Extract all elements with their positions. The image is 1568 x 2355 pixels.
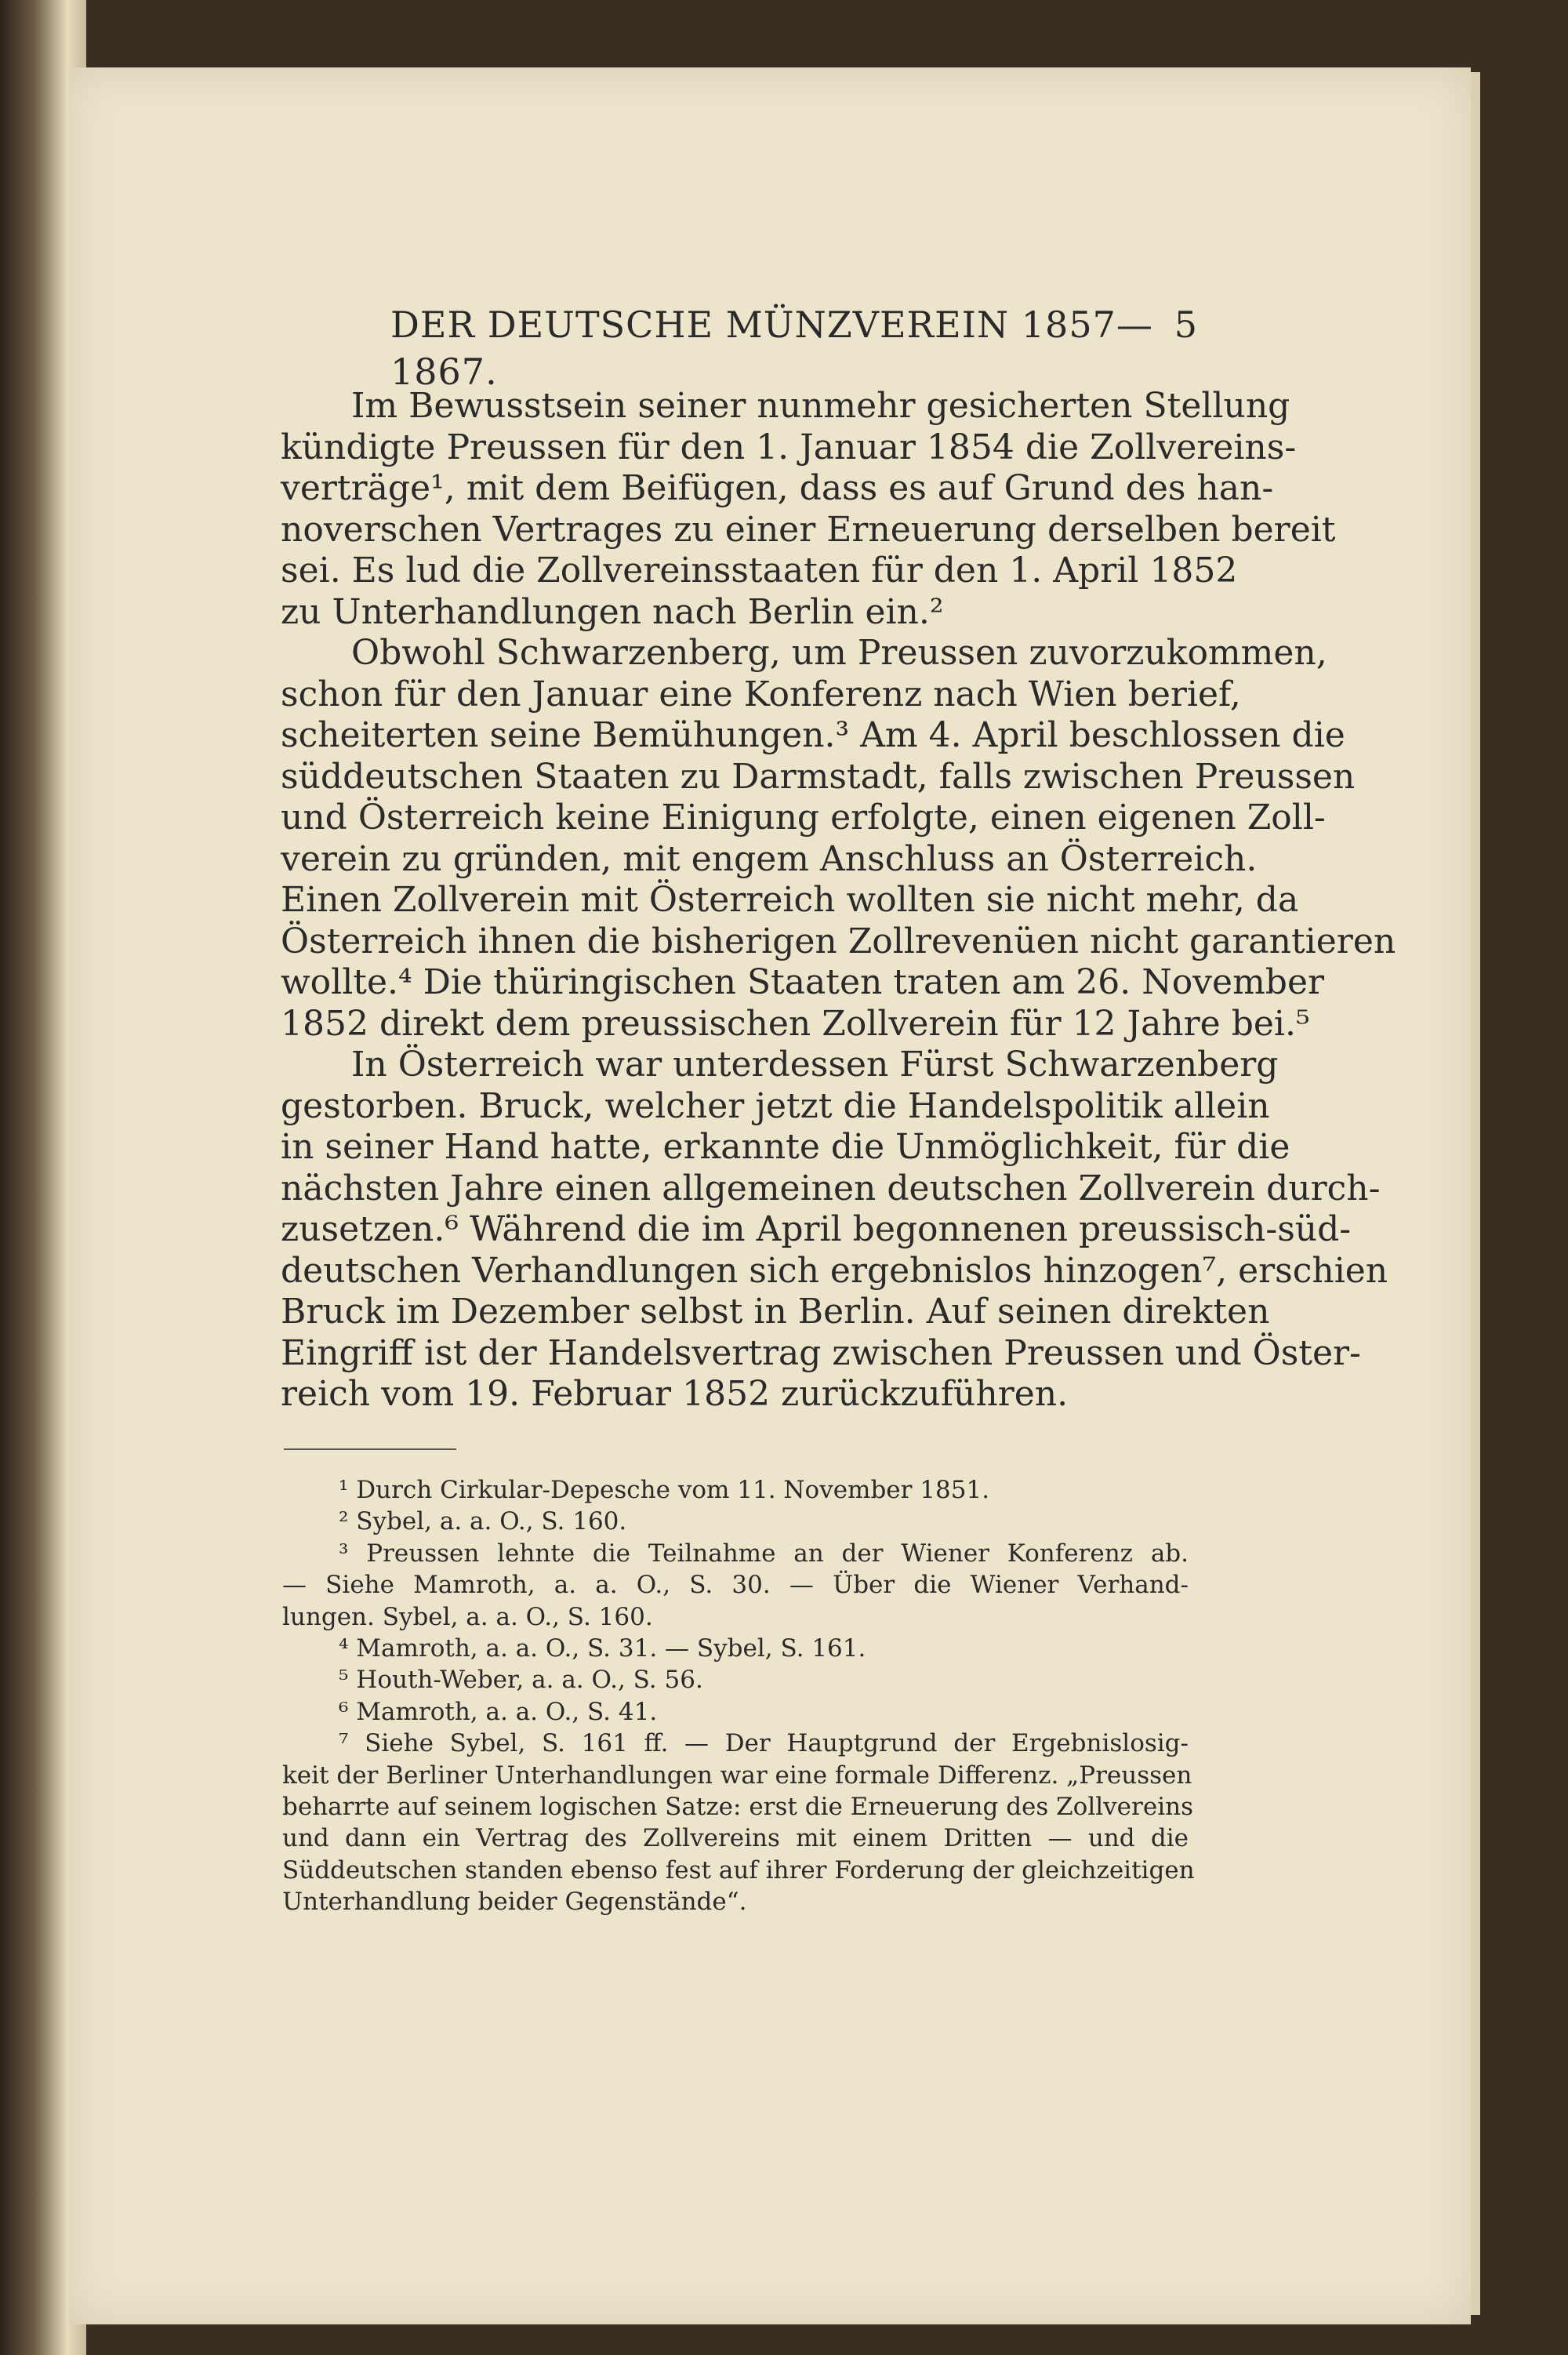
text-line: gestorben. Bruck, welcher jetzt die Handelspolitik allein bbox=[281, 1085, 1270, 1126]
text-line: Im Bewusstsein seiner nunmehr gesicherten Stellung bbox=[351, 386, 1290, 426]
footnote-line: lungen. Sybel, a. a. O., S. 160. bbox=[282, 1602, 653, 1631]
footnote-line: ³ Preussen lehnte die Teilnahme an der Wiener Konferenz ab. bbox=[339, 1539, 1189, 1568]
text-line: In Österreich war unterdessen Fürst Schwarzenberg bbox=[351, 1045, 1279, 1085]
footnote-line: ⁴ Mamroth, a. a. O., S. 31. — Sybel, S. 161. bbox=[339, 1634, 866, 1663]
text-line: verträge¹, mit dem Beifügen, dass es auf Grund des han- bbox=[281, 468, 1274, 508]
text-line: Bruck im Dezember selbst in Berlin. Auf seinen direkten bbox=[281, 1292, 1270, 1332]
footnote-line: ⁷ Siehe Sybel, S. 161 ff. — Der Hauptgrund der Ergebnislosig- bbox=[339, 1729, 1189, 1758]
text-line: zu Unterhandlungen nach Berlin ein.² bbox=[281, 591, 944, 632]
footnote-line: und dann ein Vertrag des Zollvereins mit einem Dritten — und die bbox=[282, 1824, 1189, 1853]
text-line: reich vom 19. Februar 1852 zurückzuführen. bbox=[281, 1374, 1069, 1414]
text-line: nächsten Jahre einen allgemeinen deutschen Zollverein durch- bbox=[281, 1168, 1381, 1208]
footnotes bbox=[282, 1474, 1195, 1917]
text-line: wollte.⁴ Die thüringischen Staaten traten am 26. November bbox=[281, 962, 1325, 1002]
text-line: in seiner Hand hatte, erkannte die Unmöglichkeit, für die bbox=[281, 1127, 1290, 1167]
text-line: sei. Es lud die Zollvereinsstaaten für den 1. April 1852 bbox=[281, 551, 1238, 591]
footnote-line: ² Sybel, a. a. O., S. 160. bbox=[339, 1507, 627, 1536]
footnote-line: keit der Berliner Unterhandlungen war eine formale Differenz. „Preussen bbox=[282, 1761, 1192, 1790]
footnote-line: ¹ Durch Cirkular-Depesche vom 11. November 1851. bbox=[339, 1476, 990, 1504]
text-line: Eingriff ist der Handelsvertrag zwischen Preussen und Öster- bbox=[281, 1332, 1361, 1373]
text-line: deutschen Verhandlungen sich ergebnislos hinzogen⁷, erschien bbox=[281, 1250, 1388, 1291]
footnote-line: beharrte auf seinem logischen Satze: erst die Erneuerung des Zollvereins bbox=[282, 1792, 1193, 1821]
text-line: süddeutschen Staaten zu Darmstadt, falls zwischen Preussen bbox=[281, 756, 1356, 797]
footnote-line: Unterhandlung beider Gegenstände“. bbox=[282, 1888, 747, 1917]
page-number: 5 bbox=[1174, 303, 1198, 346]
text-line: verein zu gründen, mit engem Anschluss an Österreich. bbox=[281, 838, 1258, 879]
text-line: Österreich ihnen die bisherigen Zollrevenüen nicht garantieren bbox=[281, 921, 1396, 961]
running-header bbox=[390, 301, 1198, 393]
text-line: schon für den Januar eine Konferenz nach Wien berief, bbox=[281, 674, 1241, 714]
text-line: Einen Zollverein mit Österreich wollten sie nicht mehr, da bbox=[281, 880, 1299, 920]
text-line: scheiterten seine Bemühungen.³ Am 4. April beschlossen die bbox=[281, 715, 1345, 755]
text-line: kündigte Preussen für den 1. Januar 1854 die Zollvereins- bbox=[281, 427, 1297, 467]
main-text bbox=[281, 386, 1396, 1416]
footnote-line: — Siehe Mamroth, a. a. O., S. 30. — Über die Wiener Verhand- bbox=[282, 1571, 1189, 1600]
text-line: noverschen Vertrages zu einer Erneuerung derselben bereit bbox=[281, 509, 1336, 550]
footnote-divider bbox=[284, 1448, 456, 1450]
text-line: 1852 direkt dem preussischen Zollverein für 12 Jahre bei.⁵ bbox=[281, 1003, 1310, 1044]
footnote-line: ⁶ Mamroth, a. a. O., S. 41. bbox=[339, 1697, 658, 1726]
running-title: DER DEUTSCHE MÜNZVEREIN 1857—1867. bbox=[390, 303, 1153, 393]
text-line: und Österreich keine Einigung erfolgte, einen eigenen Zoll- bbox=[281, 798, 1326, 838]
text-line: Obwohl Schwarzenberg, um Preussen zuvorzukommen, bbox=[351, 633, 1327, 673]
text-line: zusetzen.⁶ Während die im April begonnenen preussisch-süd- bbox=[281, 1209, 1352, 1249]
footnote-line: Süddeutschen standen ebenso fest auf ihrer Forderung der gleichzeitigen bbox=[282, 1855, 1195, 1884]
footnote-line: ⁵ Houth-Weber, a. a. O., S. 56. bbox=[339, 1666, 703, 1695]
